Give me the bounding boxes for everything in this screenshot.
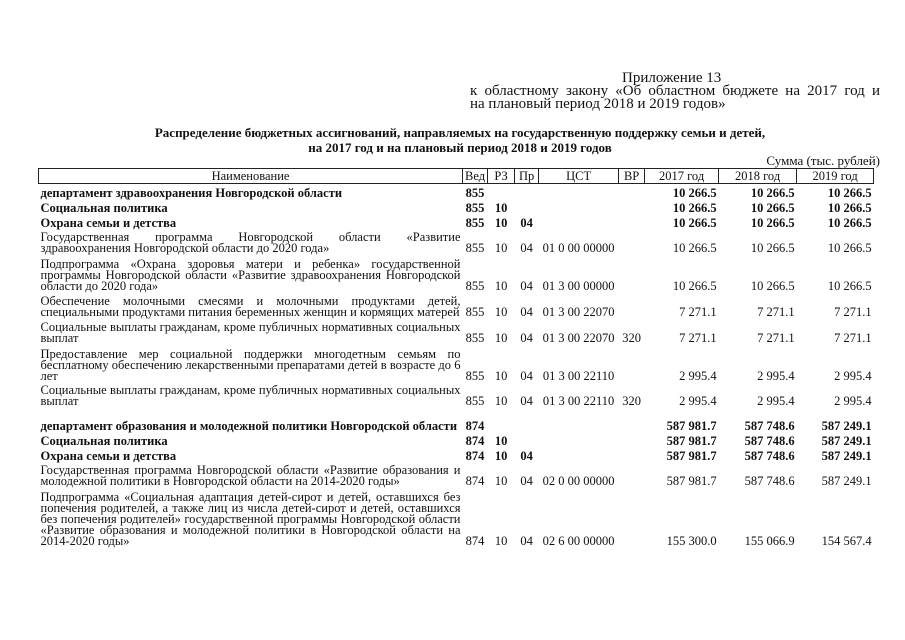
row-vr — [619, 447, 645, 462]
table-row — [39, 199, 874, 214]
row-rz: 10 — [494, 240, 508, 255]
row-ved: 855 — [465, 330, 485, 345]
col-header-cst: ЦСТ — [539, 169, 619, 184]
row-rz: 10 — [494, 278, 508, 293]
row-2018: 10 266.5 — [750, 200, 795, 215]
row-2019: 2 995.4 — [834, 393, 872, 408]
row-2019: 10 266.5 — [827, 240, 872, 255]
row-pr: 04 — [520, 533, 533, 548]
row-ved: 855 — [465, 393, 485, 408]
row-pr: 04 — [520, 448, 533, 463]
title-line-1: Распределение бюджетных ассигнований, направляемых на государственную поддержку семьи и детей, — [154, 125, 766, 140]
row-2017: 10 266.5 — [672, 215, 717, 230]
row-name: Государственная программа Новгородской области «Развитие здравоохранения Новгородской области до 2020 года» — [40, 229, 461, 255]
row-cst: 02 0 00 00000 — [542, 473, 615, 488]
col-header-ved: Вед — [463, 169, 488, 184]
table-row — [39, 432, 874, 447]
table-row — [39, 184, 874, 199]
row-cst: 01 0 00 00000 — [542, 240, 615, 255]
row-pr — [515, 407, 539, 432]
row-2018: 587 748.6 — [744, 473, 795, 488]
row-vr: 320 — [622, 393, 641, 408]
row-ved: 855 — [465, 240, 485, 255]
row-rz — [488, 184, 515, 199]
row-2018: 7 271.1 — [757, 330, 795, 345]
row-name: Социальная политика — [40, 433, 168, 448]
row-pr: 04 — [520, 304, 533, 319]
row-rz — [488, 407, 515, 432]
row-cst: 01 3 00 22110 — [542, 393, 615, 408]
table-header-row — [39, 169, 874, 184]
row-vr — [619, 214, 645, 229]
col-header-2017: 2017 год — [645, 169, 719, 184]
row-name: департамент здравоохранения Новгородской области — [40, 185, 343, 200]
row-vr: 320 — [622, 330, 641, 345]
col-header-rz: РЗ — [488, 169, 515, 184]
row-pr — [515, 432, 539, 447]
row-ved: 855 — [465, 215, 485, 230]
row-name: Охрана семьи и детства — [40, 215, 177, 230]
row-vr — [619, 229, 645, 254]
row-2019: 7 271.1 — [834, 330, 872, 345]
row-ved: 855 — [465, 278, 485, 293]
row-2019: 154 567.4 — [821, 533, 872, 548]
row-rz: 10 — [494, 473, 508, 488]
appendix-number: Приложение 13 — [622, 70, 722, 86]
row-name: Обеспечение молочными смесями и молочными продуктами детей, специальными продуктами питания беременных женщин и кормящих матерей — [40, 293, 461, 319]
row-2017: 2 995.4 — [679, 393, 717, 408]
row-2019: 10 266.5 — [827, 215, 872, 230]
table-row — [39, 462, 874, 487]
table-row — [39, 318, 874, 344]
row-2019: 2 995.4 — [834, 368, 872, 383]
row-pr: 04 — [520, 330, 533, 345]
row-rz: 10 — [494, 448, 508, 463]
row-2017: 587 981.7 — [666, 433, 717, 448]
col-header-vr: ВР — [619, 169, 645, 184]
row-ved: 855 — [465, 200, 485, 215]
row-rz: 10 — [494, 393, 508, 408]
row-cst: 01 3 00 00000 — [542, 278, 615, 293]
row-ved: 874 — [465, 448, 485, 463]
row-2018: 2 995.4 — [757, 393, 795, 408]
row-name: Предоставление мер социальной поддержки многодетным семьям по бесплатному обеспечению лекарственными препаратами детей в возрасте до 6 лет — [40, 346, 461, 383]
row-pr — [515, 199, 539, 214]
row-name: департамент образования и молодежной политики Новгородской области — [40, 418, 458, 433]
appendix-law-reference-cont: на плановый период 2018 и 2019 годов» — [470, 96, 726, 112]
row-rz: 10 — [494, 533, 508, 548]
row-cst — [539, 199, 619, 214]
row-vr — [619, 344, 645, 382]
row-2019: 587 249.1 — [821, 418, 872, 433]
col-header-pr: Пр — [515, 169, 539, 184]
row-rz: 10 — [494, 368, 508, 383]
row-cst: 02 6 00 00000 — [542, 533, 615, 548]
row-2017: 587 981.7 — [666, 418, 717, 433]
row-2019: 587 249.1 — [821, 433, 872, 448]
table-row — [39, 344, 874, 382]
row-pr — [515, 184, 539, 199]
row-pr: 04 — [520, 473, 533, 488]
row-name: Подпрограмма «Охрана здоровья матери и ребенка» государственной программы Новгородской области «Развитие здравоохранения Новгородской области до 2020 года» — [40, 256, 461, 293]
row-pr: 04 — [520, 393, 533, 408]
row-pr: 04 — [520, 368, 533, 383]
row-cst: 01 3 00 22070 — [542, 304, 615, 319]
row-vr — [619, 184, 645, 199]
row-cst — [539, 407, 619, 432]
col-header-2019: 2019 год — [797, 169, 874, 184]
row-cst: 01 3 00 22070 — [542, 330, 615, 345]
row-cst — [539, 447, 619, 462]
row-vr — [619, 254, 645, 292]
row-2019: 10 266.5 — [827, 185, 872, 200]
row-2017: 10 266.5 — [672, 185, 717, 200]
row-name: Охрана семьи и детства — [40, 448, 177, 463]
row-rz: 10 — [494, 304, 508, 319]
table-row — [39, 292, 874, 318]
row-ved: 874 — [465, 418, 485, 433]
appendix-header — [470, 72, 880, 111]
col-header-name: Наименование — [39, 169, 463, 184]
row-rz: 10 — [494, 200, 508, 215]
row-pr: 04 — [520, 215, 533, 230]
units-label: Сумма (тыс. рублей) — [766, 153, 880, 168]
row-pr: 04 — [520, 278, 533, 293]
row-vr — [619, 199, 645, 214]
table-row — [39, 447, 874, 462]
row-2018: 7 271.1 — [757, 304, 795, 319]
row-name: Социальная политика — [40, 200, 168, 215]
row-2019: 7 271.1 — [834, 304, 872, 319]
row-vr — [619, 407, 645, 432]
row-2017: 587 981.7 — [666, 473, 717, 488]
row-2019: 10 266.5 — [827, 200, 872, 215]
row-2017: 155 300.0 — [666, 533, 717, 548]
row-2018: 10 266.5 — [750, 240, 795, 255]
row-vr — [619, 462, 645, 487]
row-cst — [539, 184, 619, 199]
row-name: Государственная программа Новгородской области «Развитие образования и молодежной политики в Новгородской области на 2014-2020 годы» — [40, 462, 461, 488]
table-row — [39, 407, 874, 432]
table-row — [39, 487, 874, 547]
row-cst — [539, 214, 619, 229]
row-2017: 7 271.1 — [679, 330, 717, 345]
row-2017: 2 995.4 — [679, 368, 717, 383]
row-rz: 10 — [494, 215, 508, 230]
row-name: Подпрограмма «Социальная адаптация детей-сирот и детей, оставшихся без попечения родителей, а также лиц из числа детей-сирот и детей, оставшихся без попечения родителей» государственной программы Новгородской области «Развитие образования и молодежной политики в Новгородской области на 2014-2020 годы» — [40, 489, 461, 548]
row-2017: 7 271.1 — [679, 304, 717, 319]
document-title — [40, 125, 880, 155]
row-cst — [539, 432, 619, 447]
row-2018: 2 995.4 — [757, 368, 795, 383]
row-2017: 10 266.5 — [672, 278, 717, 293]
title-line-2: на 2017 год и на плановый период 2018 и 2019 годов — [308, 140, 612, 155]
row-vr — [619, 432, 645, 447]
row-2019: 10 266.5 — [827, 278, 872, 293]
row-2018: 587 748.6 — [744, 448, 795, 463]
row-2018: 10 266.5 — [750, 215, 795, 230]
row-ved: 855 — [465, 304, 485, 319]
table-row — [39, 382, 874, 407]
row-2018: 10 266.5 — [750, 185, 795, 200]
row-ved: 855 — [465, 368, 485, 383]
row-2018: 10 266.5 — [750, 278, 795, 293]
row-ved: 874 — [465, 533, 485, 548]
row-2018: 155 066.9 — [744, 533, 795, 548]
row-ved: 874 — [465, 433, 485, 448]
table-row — [39, 229, 874, 254]
table-row — [39, 254, 874, 292]
row-2017: 10 266.5 — [672, 200, 717, 215]
table-row — [39, 214, 874, 229]
row-rz: 10 — [494, 433, 508, 448]
row-2018: 587 748.6 — [744, 418, 795, 433]
row-2019: 587 249.1 — [821, 448, 872, 463]
table-body — [39, 184, 874, 547]
row-vr — [619, 292, 645, 318]
row-ved: 874 — [465, 473, 485, 488]
budget-table — [38, 168, 874, 547]
row-2019: 587 249.1 — [821, 473, 872, 488]
row-pr: 04 — [520, 240, 533, 255]
row-name: Социальные выплаты гражданам, кроме публичных нормативных социальных выплат — [40, 319, 461, 345]
row-cst: 01 3 00 22110 — [542, 368, 615, 383]
row-2017: 10 266.5 — [672, 240, 717, 255]
row-vr — [619, 487, 645, 547]
row-2018: 587 748.6 — [744, 433, 795, 448]
row-rz: 10 — [494, 330, 508, 345]
appendix-law-reference: к областному закону «Об областном бюджете на 2017 год и — [470, 83, 880, 99]
row-name: Социальные выплаты гражданам, кроме публичных нормативных социальных выплат — [40, 382, 461, 408]
col-header-2018: 2018 год — [719, 169, 797, 184]
row-2017: 587 981.7 — [666, 448, 717, 463]
row-ved: 855 — [465, 185, 485, 200]
